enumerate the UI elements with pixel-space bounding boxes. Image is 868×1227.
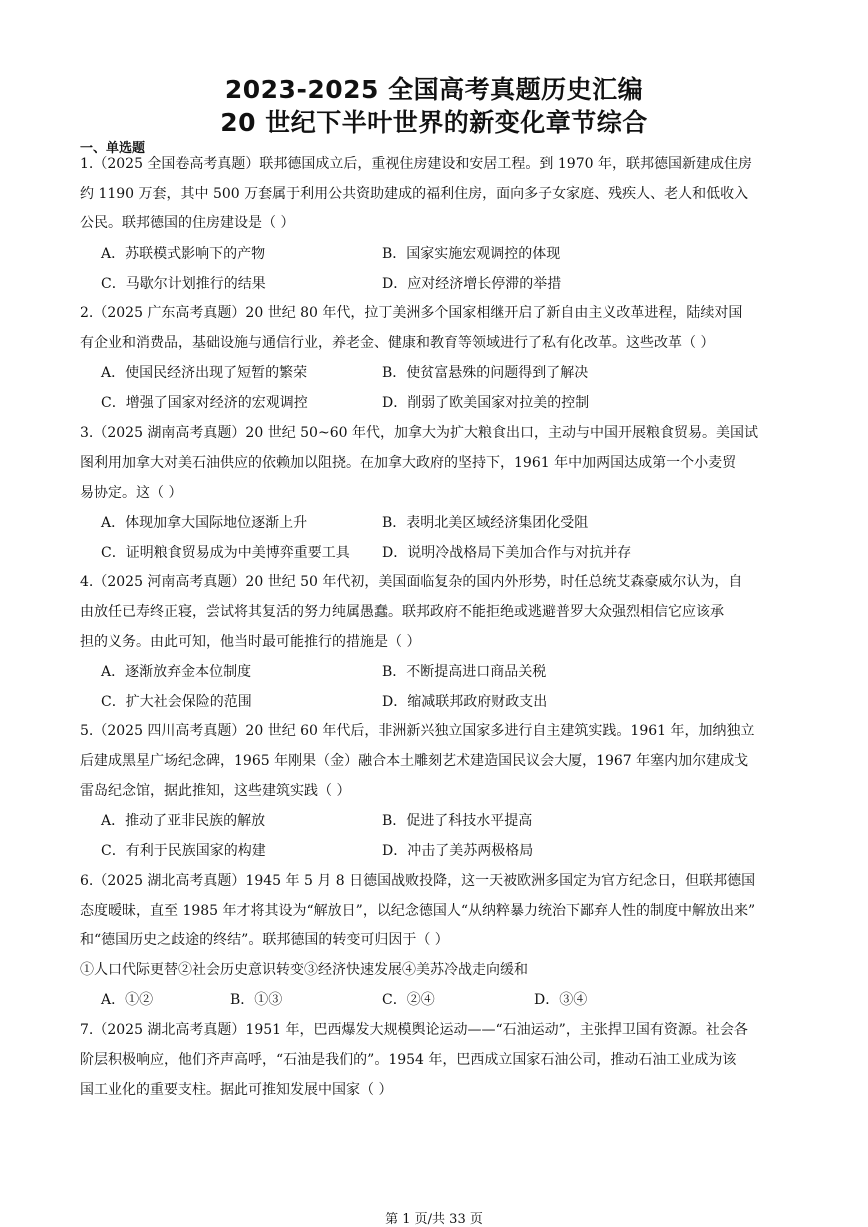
- question-3-line: 3.（2025 湖南高考真题）20 世纪 50~60 年代，加拿大为扩大粮食出口，主动与中国开展粮食贸易。美国试: [80, 425, 758, 441]
- question-6-line: 和“德国历史之歧途的终结”。联邦德国的转变可归因于（ ）: [80, 932, 449, 948]
- question-2-option-c: C．增强了国家对经济的宏观调控: [101, 395, 308, 411]
- question-5-option-b: B．促进了科技水平提高: [382, 813, 533, 829]
- question-5-line: 5.（2025 四川高考真题）20 世纪 60 年代后，非洲新兴独立国家多进行自主建筑实践。1961 年，加纳独立: [80, 723, 755, 739]
- section-heading: 一、单选题: [80, 141, 146, 156]
- question-6-line: 6.（2025 湖北高考真题）1945 年 5 月 8 日德国战败投降，这一天被欧洲多国定为官方纪念日，但联邦德国: [80, 873, 756, 889]
- question-6-option-b: B．①③: [230, 992, 283, 1008]
- question-3-option-a: A．体现加拿大国际地位逐渐上升: [101, 515, 308, 531]
- question-6-line: 态度暧昧，直至 1985 年才将其设为“解放日”，以纪念德国人“从纳粹暴力统治下鄙弃人性的制度中解放出来”: [80, 903, 756, 919]
- question-2-line: 2.（2025 广东高考真题）20 世纪 80 年代，拉丁美洲多个国家相继开启了新自由主义改革进程，陆续对国: [80, 305, 743, 321]
- page-footer: 第 1 页/共 33 页: [385, 1212, 483, 1227]
- question-3-option-c: C．证明粮食贸易成为中美博弈重要工具: [101, 545, 350, 561]
- question-3-option-b: B．表明北美区域经济集团化受阻: [382, 515, 589, 531]
- question-6-statements: ①人口代际更替②社会历史意识转变③经济快速发展④美苏冷战走向缓和: [80, 962, 528, 978]
- question-5-line: 后建成黑星广场纪念碑，1965 年刚果（金）融合本土雕刻艺术建造国民议会大厦，1967 年塞内加尔建成戈: [80, 753, 749, 769]
- question-1-line: 公民。联邦德国的住房建设是（ ）: [80, 215, 295, 231]
- question-7-line: 国工业化的重要支柱。据此可推知发展中国家（ ）: [80, 1082, 393, 1098]
- question-6-option-a: A．①②: [101, 992, 154, 1008]
- document-title-line2: 20 世纪下半叶世界的新变化章节综合: [220, 108, 648, 137]
- question-5-line: 雷岛纪念馆，据此推知，这些建筑实践（ ）: [80, 783, 351, 799]
- document-title-line1: 2023-2025 全国高考真题历史汇编: [224, 75, 644, 104]
- question-4-line: 4.（2025 河南高考真题）20 世纪 50 年代初，美国面临复杂的国内外形势，时任总统艾森豪威尔认为，自: [80, 574, 743, 590]
- question-1-option-c: C．马歇尔计划推行的结果: [101, 276, 266, 292]
- question-4-option-a: A．逐渐放弃金本位制度: [101, 664, 252, 680]
- question-2-option-b: B．使贫富悬殊的问题得到了解决: [382, 365, 589, 381]
- question-1-option-d: D．应对经济增长停滞的举措: [382, 276, 562, 292]
- question-3-line: 图利用加拿大对美石油供应的依赖加以阻挠。在加拿大政府的坚持下，1961 年中加两国达成第一个小麦贸: [80, 455, 737, 471]
- question-2-option-d: D．削弱了欧美国家对拉美的控制: [382, 395, 590, 411]
- question-1-line: 约 1190 万套，其中 500 万套属于利用公共资助建成的福利住房，面向多子女家庭、残疾人、老人和低收入: [80, 186, 749, 202]
- question-2-option-a: A．使国民经济出现了短暂的繁荣: [101, 365, 308, 381]
- question-7-line: 阶层积极响应，他们齐声高呼，“石油是我们的”。1954 年，巴西成立国家石油公司，推动石油工业成为该: [80, 1052, 737, 1068]
- question-5-option-d: D．冲击了美苏两极格局: [382, 843, 534, 859]
- question-4-option-d: D．缩减联邦政府财政支出: [382, 694, 548, 710]
- question-3-line: 易协定。这（ ）: [80, 485, 183, 501]
- question-4-option-b: B．不断提高进口商品关税: [382, 664, 547, 680]
- question-4-option-c: C．扩大社会保险的范围: [101, 694, 252, 710]
- question-6-option-d: D．③④: [534, 992, 588, 1008]
- question-1-line: 1.（2025 全国卷高考真题）联邦德国成立后，重视住房建设和安居工程。到 1970 年，联邦德国新建成住房: [80, 156, 752, 172]
- question-4-line: 由放任已寿终正寝，尝试将其复活的努力纯属愚蠢。联邦政府不能拒绝或逃避普罗大众强烈相信它应该承: [80, 604, 724, 620]
- question-5-option-c: C．有利于民族国家的构建: [101, 843, 266, 859]
- question-3-option-d: D．说明冷战格局下美加合作与对抗并存: [382, 545, 632, 561]
- question-5-option-a: A．推动了亚非民族的解放: [101, 813, 266, 829]
- question-7-line: 7.（2025 湖北高考真题）1951 年，巴西爆发大规模舆论运动——“石油运动”，主张捍卫国有资源。社会各: [80, 1022, 748, 1038]
- question-6-option-c: C．②④: [382, 992, 435, 1008]
- question-2-line: 有企业和消费品，基础设施与通信行业，养老金、健康和教育等领域进行了私有化改革。这些改革（ ）: [80, 335, 715, 351]
- question-1-option-b: B．国家实施宏观调控的体现: [382, 246, 561, 262]
- question-1-option-a: A．苏联模式影响下的产物: [101, 246, 266, 262]
- question-4-line: 担的义务。由此可知，他当时最可能推行的措施是（ ）: [80, 634, 421, 650]
